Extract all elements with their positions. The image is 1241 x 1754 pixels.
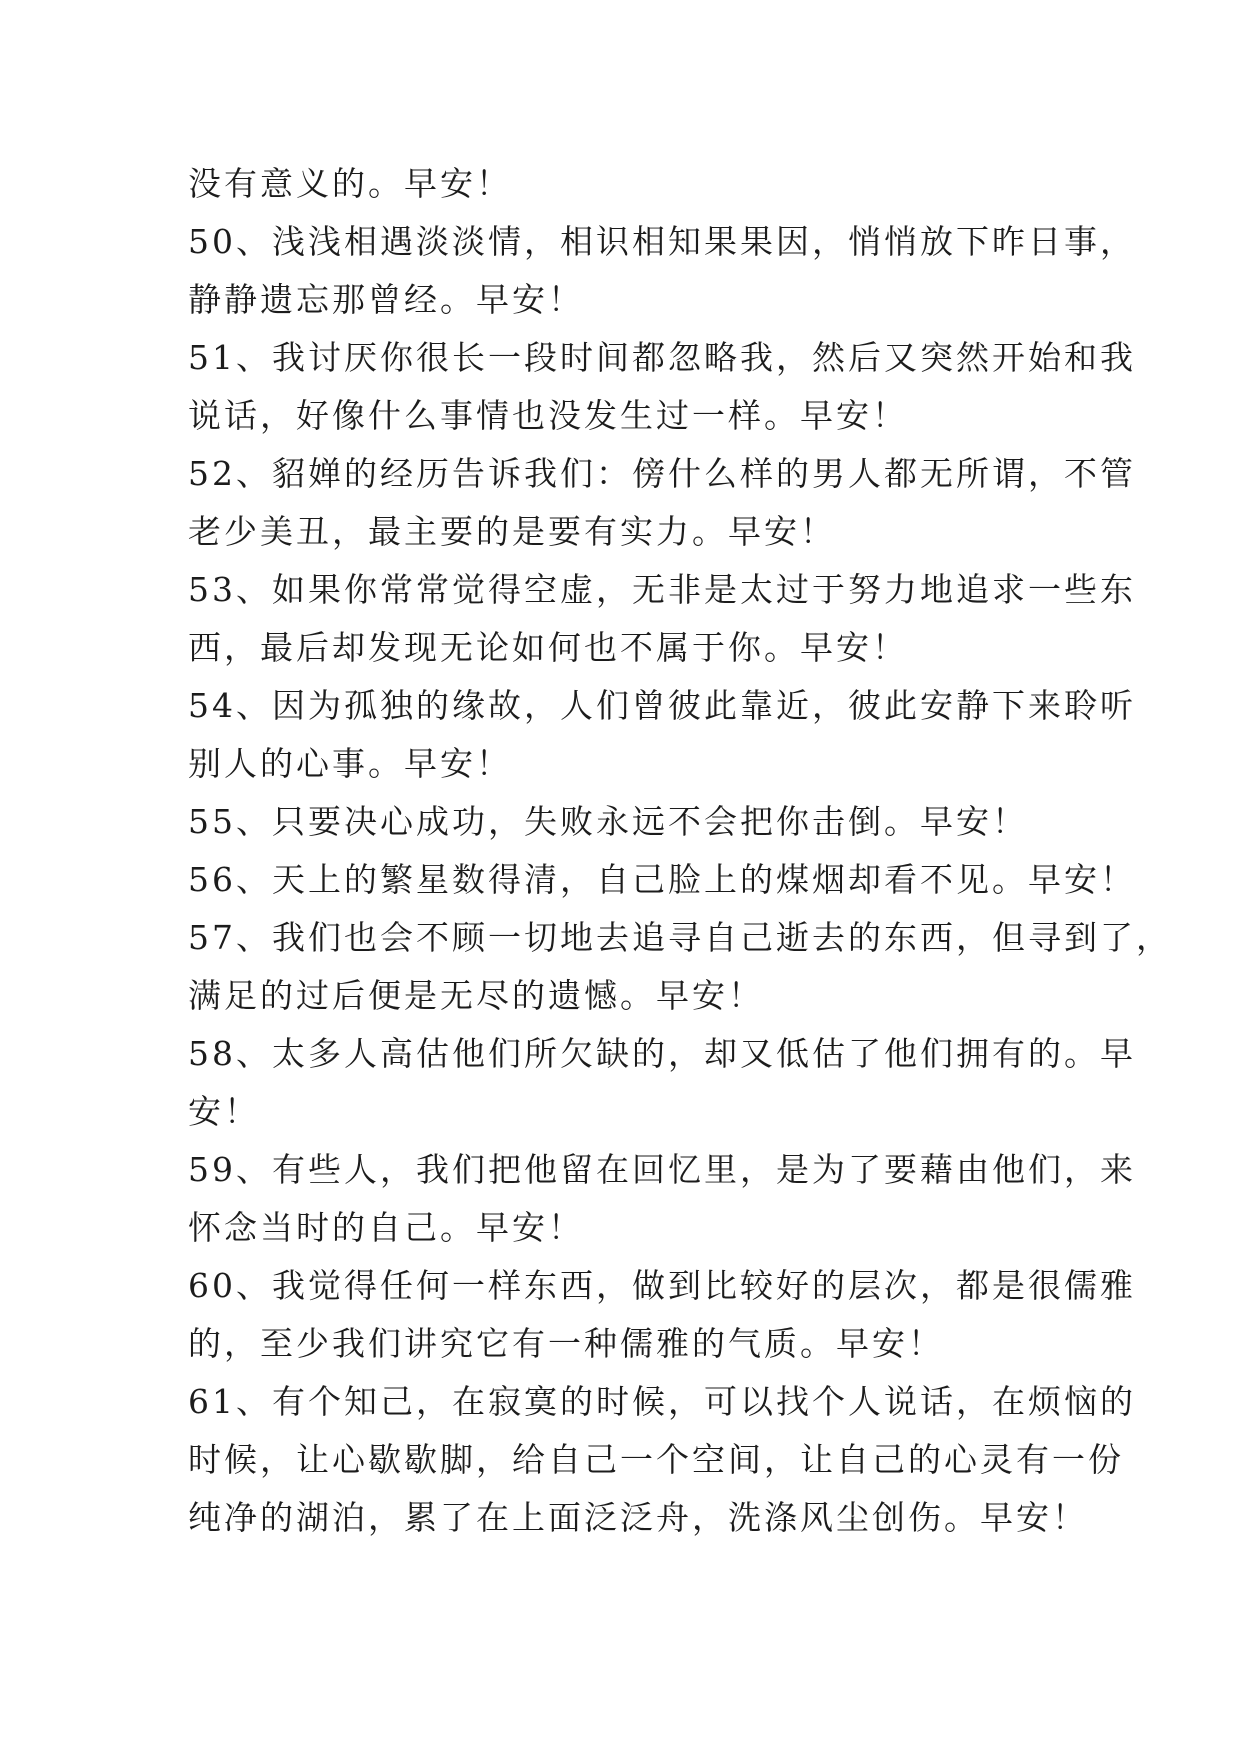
text-line: 老少美丑，最主要的是要有实力。早安！ [188, 512, 836, 551]
text-line: 55、只要决心成功，失败永远不会把你击倒。早安！ [188, 802, 1028, 841]
text-line: 50、浅浅相遇淡淡情，相识相知果果因，悄悄放下昨日事， [188, 222, 1136, 261]
text-line: 57、我们也会不顾一切地去追寻自己逝去的东西，但寻到了， [188, 918, 1172, 957]
text-line: 说话，好像什么事情也没发生过一样。早安！ [188, 396, 908, 435]
text-line: 没有意义的。早安！ [188, 164, 512, 203]
text-line: 53、如果你常常觉得空虚，无非是太过于努力地追求一些东 [188, 570, 1136, 609]
text-line: 静静遗忘那曾经。早安！ [188, 280, 584, 319]
document-body [188, 155, 1172, 1547]
text-line: 56、天上的繁星数得清，自己脸上的煤烟却看不见。早安！ [188, 860, 1136, 899]
text-line: 西，最后却发现无论如何也不属于你。早安！ [188, 628, 908, 667]
text-line: 59、有些人，我们把他留在回忆里，是为了要藉由他们，来 [188, 1150, 1136, 1189]
text-line: 别人的心事。早安！ [188, 744, 512, 783]
text-line: 时候，让心歇歇脚，给自己一个空间，让自己的心灵有一份 [188, 1440, 1124, 1479]
text-line: 58、太多人高估他们所欠缺的，却又低估了他们拥有的。早 [188, 1034, 1136, 1073]
text-line: 61、有个知己，在寂寞的时候，可以找个人说话，在烦恼的 [188, 1382, 1136, 1421]
text-line: 60、我觉得任何一样东西，做到比较好的层次，都是很儒雅 [188, 1266, 1136, 1305]
text-line: 满足的过后便是无尽的遗憾。早安！ [188, 976, 764, 1015]
text-line: 纯净的湖泊，累了在上面泛泛舟，洗涤风尘创伤。早安！ [188, 1498, 1088, 1537]
text-line: 安！ [188, 1092, 260, 1131]
text-line: 怀念当时的自己。早安！ [188, 1208, 584, 1247]
text-line: 52、貂婵的经历告诉我们：傍什么样的男人都无所谓，不管 [188, 454, 1136, 493]
text-line: 51、我讨厌你很长一段时间都忽略我，然后又突然开始和我 [188, 338, 1136, 377]
text-line: 54、因为孤独的缘故，人们曾彼此靠近，彼此安静下来聆听 [188, 686, 1136, 725]
text-line: 的，至少我们讲究它有一种儒雅的气质。早安！ [188, 1324, 944, 1363]
